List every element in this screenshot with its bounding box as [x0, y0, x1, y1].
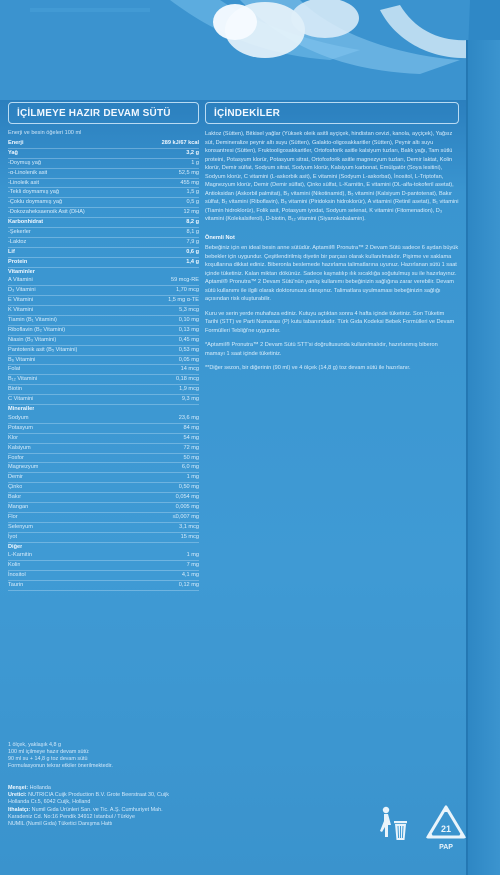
nutrition-row	[8, 179, 199, 189]
nutrient-label: Demir	[8, 474, 23, 481]
nutrient-label: Karbonhidrat	[8, 219, 44, 226]
nutrition-row	[8, 139, 199, 149]
helpline: NUMIL (Numil Gıda) Tüketici Danışma Hattı	[8, 821, 113, 828]
nutrient-value: 3,2 g	[186, 149, 199, 156]
nutrient-value: 0,53 mg	[178, 346, 199, 353]
nutrition-row	[8, 365, 199, 375]
nutrition-row	[8, 533, 199, 543]
nutrient-value: 0,10 mg	[178, 317, 199, 324]
nutrient-value: 0,50 mg	[178, 484, 199, 491]
nutrition-row	[8, 551, 199, 561]
nutrient-label: Sodyum	[8, 414, 29, 421]
nutrient-value: 59 mcg-RE	[171, 277, 199, 284]
nutrition-row	[8, 346, 199, 356]
nutrition-row	[8, 169, 199, 179]
nutrient-label: Taurin	[8, 582, 24, 589]
note-line: Formulasyonun tekrar etkiler önerilmektedir.	[8, 763, 113, 769]
nutrient-value: 7 mg	[186, 562, 199, 569]
nutrition-row	[8, 276, 199, 286]
producer-address: Hollanda Cr.5, 6042 Cuijk, Holland	[8, 799, 91, 806]
nutrient-label: B₁₂ Vitamini	[8, 376, 38, 383]
nutrition-row	[8, 543, 199, 552]
nutrient-value: 0,18 mcg	[175, 376, 199, 383]
footnote-2: **Diğer sezon, bir diğerinin (90 ml) ve 4 ölçek (14,8 g) toz devam sütü ile hazırlanır.	[205, 365, 411, 371]
nutrition-row	[8, 424, 199, 434]
nutrition-row	[8, 326, 199, 336]
nutrient-label: Diğer	[8, 543, 23, 550]
nutrient-value: 14 mcg	[180, 366, 199, 373]
nutrition-row	[8, 198, 199, 208]
nutrition-row	[8, 218, 199, 228]
nutrient-label: Klor	[8, 434, 18, 441]
nutrient-label: Kalsiyum	[8, 444, 31, 451]
nutrition-row	[8, 208, 199, 218]
nutrition-header: İÇİLMEYE HAZIR DEVAM SÜTÜ	[8, 102, 199, 124]
nutrient-value: ≤0,007 mg	[172, 513, 199, 520]
nutrient-value: 1,5 mg α-TE	[168, 297, 199, 304]
nutrition-row	[8, 356, 199, 366]
nutrient-label: Protein	[8, 258, 28, 265]
nutrient-value: 4,1 mg	[181, 572, 199, 579]
nutrient-value: 0,005 mg	[175, 503, 199, 510]
recycle-code: 21	[440, 824, 452, 834]
box-top-artwork	[0, 0, 500, 100]
nutrient-label: Yağ	[8, 149, 18, 156]
producer-line: Üretici: NUTRICIA Cuijk Production B.V. Grote Beerstraat 30, Cuijk	[8, 792, 169, 799]
note-line: 1 ölçek, yaklaşık 4,8 g	[8, 742, 62, 748]
nutrient-label: Pantotenik asit (B₅ Vitamini)	[8, 346, 78, 353]
nutrient-value: 8,1 g	[186, 229, 199, 236]
nutrient-value: 3,1 mcg	[179, 523, 199, 530]
note-line: 90 ml su + 14,8 g toz devam sütü	[8, 756, 88, 762]
nutrition-table	[8, 130, 199, 591]
nutrient-label: Niasin (B₃ Vitamini)	[8, 336, 57, 343]
nutrient-value: 1 mg	[186, 474, 199, 481]
nutrient-label: -Doymuş yağ	[8, 159, 41, 166]
nutrition-subtitle: Enerji ve besin öğeleri 100 ml	[8, 130, 82, 136]
recycle-material: PAP	[439, 844, 453, 851]
nutrient-label: Fosfor	[8, 454, 24, 461]
nutrient-value: 1,70 mcg	[175, 287, 199, 294]
nutrition-row	[8, 414, 199, 424]
nutrient-label: Selenyum	[8, 523, 33, 530]
nutrient-label: -Linoleik asit	[8, 179, 40, 186]
nutrient-value: 54 mg	[183, 434, 199, 441]
nutrient-label: Mineraller	[8, 406, 35, 413]
nutrient-value: 50 mg	[183, 454, 199, 461]
nutrient-value: 84 mg	[183, 424, 199, 431]
nutrient-value: 1,9 mcg	[179, 386, 199, 393]
importer-line: İthalatçı: Numil Gıda Ürünleri San. ve Tic. A.Ş. Cumhuriyet Mah.	[8, 806, 163, 813]
origin-line: Menşei: Hollanda	[8, 785, 51, 791]
nutrient-value: 52,5 mg	[178, 169, 199, 176]
nutrition-row	[8, 444, 199, 454]
nutrient-label: Tiamin (B₁ Vitamini)	[8, 317, 57, 324]
nutrient-value: 1 g	[191, 159, 199, 166]
nutrient-value: 23,6 mg	[178, 414, 199, 421]
nutrient-value: 0,12 mg	[178, 582, 199, 589]
nutrition-row	[8, 238, 199, 248]
nutrition-rows	[8, 139, 199, 591]
nutrient-label: Mangan	[8, 503, 29, 510]
ingredients-text	[205, 130, 459, 379]
important-note-title: Önemli Not	[205, 234, 235, 241]
nutrient-label: Bakır	[8, 494, 22, 501]
nutrient-value: 7,9 g	[186, 238, 199, 245]
box-top	[0, 0, 500, 100]
nutrition-row	[8, 159, 199, 169]
nutrient-label: Biotin	[8, 386, 22, 393]
nutrient-label: K Vitamini	[8, 307, 34, 314]
nutrient-value: 1,5 g	[186, 189, 199, 196]
nutrition-row	[8, 286, 199, 296]
tidyman-icon	[378, 805, 410, 843]
nutrient-label: Kolin	[8, 562, 21, 569]
nutrient-label: Çinko	[8, 484, 23, 491]
nutrition-row	[8, 375, 199, 385]
important-note: Bebeğiniz için en ideal besin anne sütüdür. Aptamil® Pronutra™ 2 Devam Sütü sadece 6 aydan büyük bebekler için uygundur. Çeşitlendirilmiş diyetin bir parçası olarak kullanılmalıdır. Pişirme ve saklama koşullarına dikkat ediniz. Biberonla beslemede hazırlama talimatlarına uyunuz. Hazırlanan sütü 1 saat içinde tüketiniz. Kalan miktarı dökünüz. Sadece kaynatılıp ılık sıcaklığa soğutulmuş su ile hazırlayınız. Aptamil® Pronutra™ 2 Devam Sütü'nün yanlış kullanımı bebeğinizin sağlığına zarar verebilir. Devam sütü kullanımı ile ilgili olarak doktorunuza danışınız. Talimatlara uyulmaması bebeğinizin sağlığı açısından risk oluşturabilir.	[205, 245, 459, 302]
nutrition-row	[8, 493, 199, 503]
nutrient-label: B₆ Vitamini	[8, 356, 36, 363]
recycle-icon	[424, 804, 468, 852]
nutrition-row	[8, 503, 199, 513]
ingredients-header: İÇİNDEKİLER	[205, 102, 459, 124]
nutrient-value: 0,6 g	[186, 248, 199, 255]
storage-note: Kuru ve serin yerde muhafaza ediniz. Kutuyu açtıktan sonra 4 hafta içinde tüketiniz. Son Tüketim Tarihi (STT) ve Parti Numarası (P) kutu tabanındadır. Türk Gıda Kodeksi Bebek Formülleri ve Devam Formülleri Tebliği'ne uygundur.	[205, 310, 455, 334]
nutrition-row	[8, 188, 199, 198]
nutrient-value: 289 kJ/67 kcal	[161, 140, 199, 146]
nutrient-value: 1 mg	[186, 552, 199, 559]
nutrient-label: L-Karnitin	[8, 552, 32, 559]
nutrient-label: Lif	[8, 248, 15, 255]
nutrient-value: 0,45 mg	[178, 336, 199, 343]
nutrient-label: İnositol	[8, 572, 26, 579]
nutrient-label: Potasyum	[8, 424, 33, 431]
nutrient-label: Enerji	[8, 140, 24, 146]
nutrition-row	[8, 385, 199, 395]
nutrient-label: Folat	[8, 366, 21, 373]
nutrition-row	[8, 268, 199, 277]
nutrient-label: E Vitamini	[8, 297, 34, 304]
nutrition-row	[8, 296, 199, 306]
nutrient-label: C Vitamini	[8, 396, 34, 403]
note-line: 100 ml içilmeye hazır devam sütü:	[8, 749, 90, 755]
nutrition-row	[8, 513, 199, 523]
nutrient-label: -Tekli doymamış yağ	[8, 189, 59, 196]
nutrition-row	[8, 561, 199, 571]
nutrition-row	[8, 405, 199, 414]
nutrition-row	[8, 571, 199, 581]
ingredients-list: Laktoz (Sütten), Bitkisel yağlar (Yüksek oleik asitli ayçiçek, hindistan cevizi, kanola, ayçiçek), Yağsız süt, Demineralize peynir altı suyu (Sütten), Galakto-oligosakkaritler (Sütten), Peynir altı suyu konsantresi (Sütten), Fruktooligosakkaritler, Ortofosforik asitle kalsiyum tuzları, Balık yağı, Tam sütlü proteini, Potasyum klorür, Potasyum sitrat, Ortofosforik asitle magnezyum tuzları, Demir laktat, Kolin klorür, Demir sülfat, Sodyum sitrat, Sodyum klorür, Kalsiyum karbonat, Emülgatör (Soya lesitini), Sodyum klorür, C vitamini (L-askorbik asit), E vitamini (Sodyum L-askorbat), İnositol, L-Triptofan, Magnezyum klorür, Demir (Demir sülfat), Çinko sülfat, L-Karnitin, E vitamini (DL-alfa-tokoferil asetat), Antioksidan (Askorbil palmitat), B₃ vitamini (Nikotinamid), B₅ vitamini (Kalsiyum D-pantotenat), Bakır sülfat, B₂ vitamini (Riboflavin), B₆ vitamini (Piridoksin hidroklorür), A vitamini (Retinil asetat), B₁ vitamini (Tiamin hidroklorür), Folik asit, Potasyum iyodat, Sodyum selenat, K vitamini (Fitomenadion), D₃ vitamini (Kolekalsiferol), D-biotin, B₁₂ vitamini (Siyanokobalamin).	[205, 131, 459, 222]
nutrient-value: 9,3 mg	[181, 396, 199, 403]
nutrition-row	[8, 483, 199, 493]
nutrition-row	[8, 228, 199, 238]
nutrient-value: 0,054 mg	[175, 494, 199, 501]
nutrient-label: D₃ Vitamini	[8, 287, 36, 294]
nutrition-row	[8, 248, 199, 258]
nutrient-value: 72 mg	[183, 444, 199, 451]
nutrition-row	[8, 581, 199, 591]
nutrient-label: Flor	[8, 513, 18, 520]
manufacturer-info	[8, 785, 208, 828]
nutrient-label: -Çoklu doymamış yağ	[8, 199, 63, 206]
nutrition-row	[8, 316, 199, 326]
nutrient-label: İyot	[8, 533, 18, 540]
importer-address: Karadeniz Cd. No:16 Pendik 34912 İstanbul / Türkiye	[8, 813, 135, 820]
nutrition-row	[8, 463, 199, 473]
nutrient-value: 5,3 mcg	[179, 307, 199, 314]
footnote-1: *Aptamil® Pronutra™ 2 Devam Sütü STT'si doğrultusunda kullanılmalıdır, hazırlanmış biberon mamayı 1 saat içinde tüketiniz.	[205, 342, 438, 357]
nutrition-row	[8, 523, 199, 533]
nutrient-value: 0,05 mg	[178, 356, 199, 363]
nutrient-value: 0,13 mg	[178, 326, 199, 333]
nutrient-value: 455 mg	[180, 179, 199, 186]
nutrition-row	[8, 395, 199, 405]
nutrient-label: -Şekerler	[8, 229, 31, 236]
nutrition-row	[8, 454, 199, 464]
nutrient-value: 15 mcg	[180, 533, 199, 540]
nutrition-row	[8, 149, 199, 159]
nutrient-value: 12 mg	[183, 209, 199, 216]
nutrient-label: Magnezyum	[8, 464, 39, 471]
nutrition-row	[8, 434, 199, 444]
nutrient-value: 1,4 g	[186, 258, 199, 265]
nutrient-value: 0,5 g	[186, 199, 199, 206]
box-side-panel	[466, 40, 500, 875]
nutrient-label: Vitaminler	[8, 268, 35, 275]
nutrient-label: -Laktoz	[8, 238, 27, 245]
nutrient-value: 6,0 mg	[181, 464, 199, 471]
nutrient-label: Riboflavin (B₂ Vitamini)	[8, 326, 66, 333]
nutrition-notes	[8, 742, 199, 770]
nutrient-label: -Dokozaheksaenoik Asit (DHA)	[8, 209, 85, 216]
nutrient-value: 8,2 g	[186, 219, 199, 226]
nutrition-row	[8, 306, 199, 316]
nutrition-row	[8, 258, 199, 268]
nutrient-label: -α-Linolenik asit	[8, 169, 48, 176]
nutrition-row	[8, 473, 199, 483]
nutrient-label: A Vitamini	[8, 277, 33, 284]
nutrition-row	[8, 336, 199, 346]
